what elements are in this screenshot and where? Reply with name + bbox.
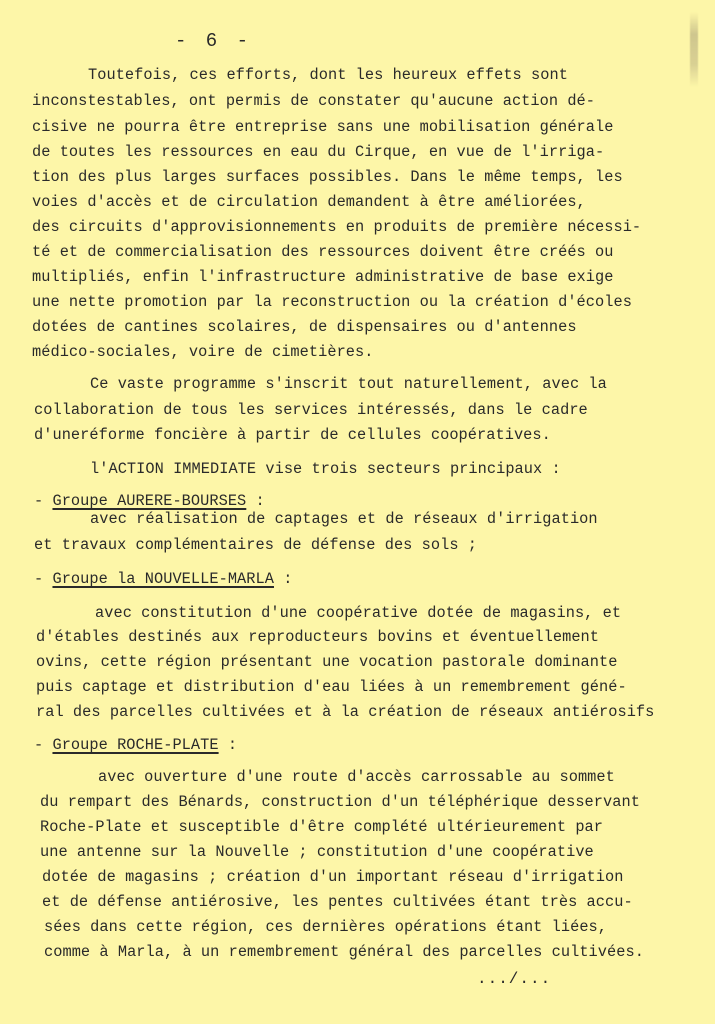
group-line: avec ouverture d'une route d'accès carrossable au sommet <box>98 768 615 786</box>
group-line: ovins, cette région présentant une vocation pastorale dominante <box>36 653 618 671</box>
group-line: ral des parcelles cultivées et à la création de réseaux antiérosifs <box>36 703 655 721</box>
paragraph-line: des circuits d'approvisionnements en produits de première nécessi- <box>32 218 642 236</box>
group-line: avec réalisation de captages et de réseaux d'irrigation <box>90 510 598 528</box>
heading-dash: - <box>34 492 53 510</box>
heading-colon: : <box>273 570 293 588</box>
paragraph-line: médico-sociales, voire de cimetières. <box>32 343 374 361</box>
group-line: du rempart des Bénards, construction d'un téléphérique desservant <box>40 793 640 811</box>
group-line: et travaux complémentaires de défense des sols ; <box>34 536 478 554</box>
group-name: Groupe ROCHE-PLATE <box>52 736 219 754</box>
paragraph-line: Ce vaste programme s'inscrit tout naturellement, avec la <box>90 375 607 393</box>
paragraph-line: Toutefois, ces efforts, dont les heureux effets sont <box>88 66 568 84</box>
paragraph-line: d'uneréforme foncière à partir de cellules coopératives. <box>34 426 551 444</box>
group-name: Groupe la NOUVELLE-MARLA <box>52 570 274 588</box>
group-heading <box>34 492 265 510</box>
group-line: une antenne sur la Nouvelle ; constitution d'une coopérative <box>40 843 594 861</box>
group-line: avec constitution d'une coopérative dotée de magasins, et <box>95 604 622 622</box>
group-line: Roche-Plate et susceptible d'être complété ultérieurement par <box>40 818 604 836</box>
paragraph-line: multipliés, enfin l'infrastructure administrative de base exige <box>32 268 614 286</box>
paragraph-line: de toutes les ressources en eau du Cirque, en vue de l'irriga- <box>32 143 605 161</box>
group-line: comme à Marla, à un remembrement général des parcelles cultivées. <box>44 943 644 961</box>
group-heading <box>34 736 237 754</box>
heading-colon: : <box>218 736 238 754</box>
paragraph-line: voies d'accès et de circulation demandent à être améliorées, <box>32 193 586 211</box>
page-number: - 6 - <box>175 30 253 52</box>
group-line: puis captage et distribution d'eau liées à un remembrement géné- <box>36 678 627 696</box>
heading-colon: : <box>246 492 265 510</box>
continuation-mark: .../... <box>477 970 552 988</box>
paragraph-line: collaboration de tous les services intéressés, dans le cadre <box>34 401 588 419</box>
group-heading <box>34 570 292 588</box>
group-line: sées dans cette région, ces dernières opérations étant liées, <box>44 918 608 936</box>
paragraph-line: cisive ne pourra être entreprise sans une mobilisation générale <box>32 118 614 136</box>
group-name: Groupe AURERE-BOURSES <box>52 492 247 510</box>
group-line: et de défense antiérosive, les pentes cultivées étant très accu- <box>42 893 633 911</box>
paragraph-line: tion des plus larges surfaces possibles. Dans le même temps, les <box>32 168 623 186</box>
paragraph-line: une nette promotion par la reconstruction ou la création d'écoles <box>32 293 632 311</box>
heading-dash: - <box>34 570 53 588</box>
heading-dash: - <box>34 736 53 754</box>
group-line: d'étables destinés aux reproducteurs bovins et éventuellement <box>36 628 600 646</box>
action-intro: l'ACTION IMMEDIATE vise trois secteurs principaux : <box>90 460 561 478</box>
paragraph-line: inconstestables, ont permis de constater qu'aucune action dé- <box>32 92 596 110</box>
paragraph-line: té et de commercialisation des ressources doivent être créés ou <box>32 243 614 261</box>
group-line: dotée de magasins ; création d'un important réseau d'irrigation <box>42 868 624 886</box>
scan-artifact <box>690 12 698 87</box>
paragraph-line: dotées de cantines scolaires, de dispensaires ou d'antennes <box>32 318 577 336</box>
